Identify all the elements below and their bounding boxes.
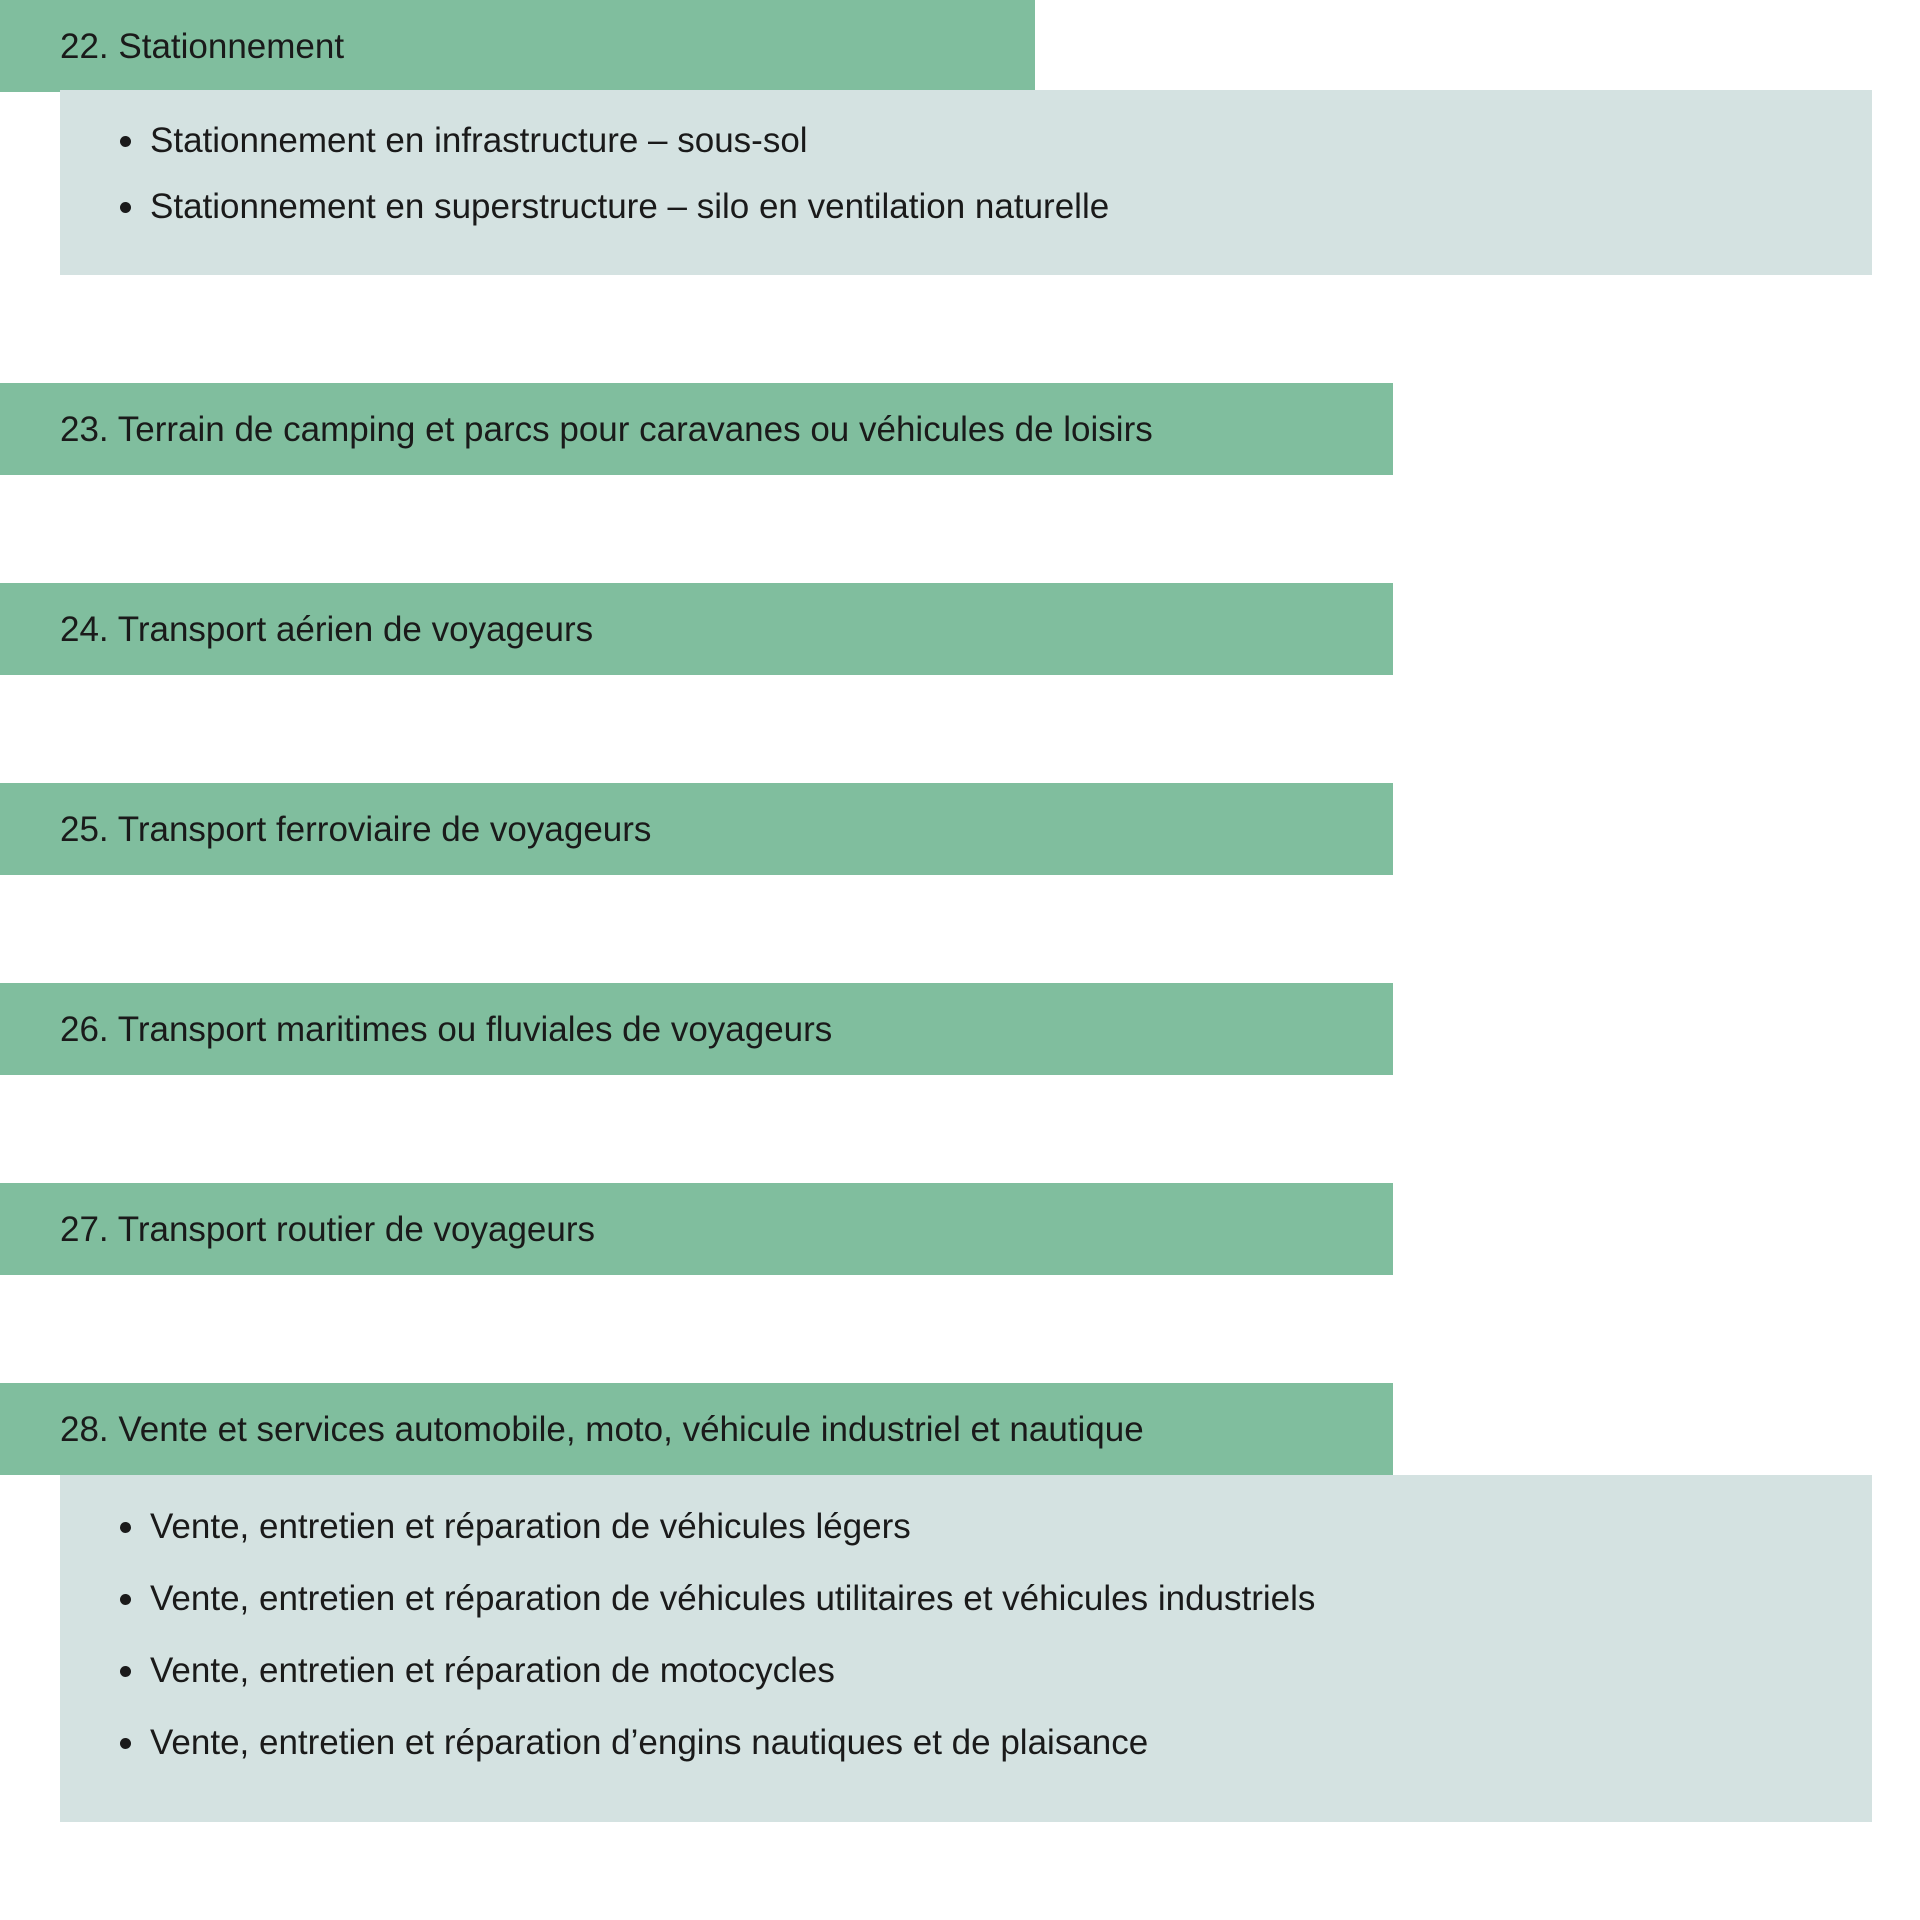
list-item-text: Vente, entretien et réparation de véhicules légers	[150, 1507, 911, 1546]
section-header-26	[0, 983, 1393, 1075]
section-panel-22	[60, 90, 1872, 275]
section-title: 27. Transport routier de voyageurs	[60, 1209, 596, 1249]
section-header-27	[0, 1183, 1393, 1275]
bullet-icon	[120, 1522, 131, 1533]
list-item	[150, 1509, 1872, 1544]
list-item	[150, 1581, 1872, 1616]
bullet-list	[150, 123, 1872, 224]
section-title: 25. Transport ferroviaire de voyageurs	[60, 809, 652, 849]
bullet-icon	[120, 1738, 131, 1749]
section-header-28	[0, 1383, 1393, 1475]
bullet-icon	[120, 1594, 131, 1605]
bullet-icon	[120, 136, 131, 147]
list-item	[150, 1653, 1872, 1688]
list-item-text: Stationnement en infrastructure – sous-sol	[150, 121, 808, 160]
bullet-list	[150, 1509, 1872, 1760]
list-item	[150, 189, 1872, 224]
section-title: 22. Stationnement	[60, 26, 345, 66]
section-panel-28	[60, 1475, 1872, 1822]
list-item-text: Vente, entretien et réparation de véhicules utilitaires et véhicules industriels	[150, 1579, 1316, 1618]
list-item	[150, 1725, 1872, 1760]
list-item-text: Vente, entretien et réparation de motocycles	[150, 1651, 835, 1690]
section-header-25	[0, 783, 1393, 875]
section-title: 26. Transport maritimes ou fluviales de voyageurs	[60, 1009, 833, 1049]
section-title: 23. Terrain de camping et parcs pour caravanes ou véhicules de loisirs	[60, 409, 1153, 449]
list-item-text: Stationnement en superstructure – silo en ventilation naturelle	[150, 187, 1110, 226]
section-header-23	[0, 383, 1393, 475]
list-item	[150, 123, 1872, 158]
section-header-24	[0, 583, 1393, 675]
section-title: 28. Vente et services automobile, moto, véhicule industriel et nautique	[60, 1409, 1144, 1449]
bullet-icon	[120, 202, 131, 213]
list-item-text: Vente, entretien et réparation d’engins nautiques et de plaisance	[150, 1723, 1149, 1762]
section-header-22	[0, 0, 1035, 92]
section-title: 24. Transport aérien de voyageurs	[60, 609, 594, 649]
bullet-icon	[120, 1666, 131, 1677]
